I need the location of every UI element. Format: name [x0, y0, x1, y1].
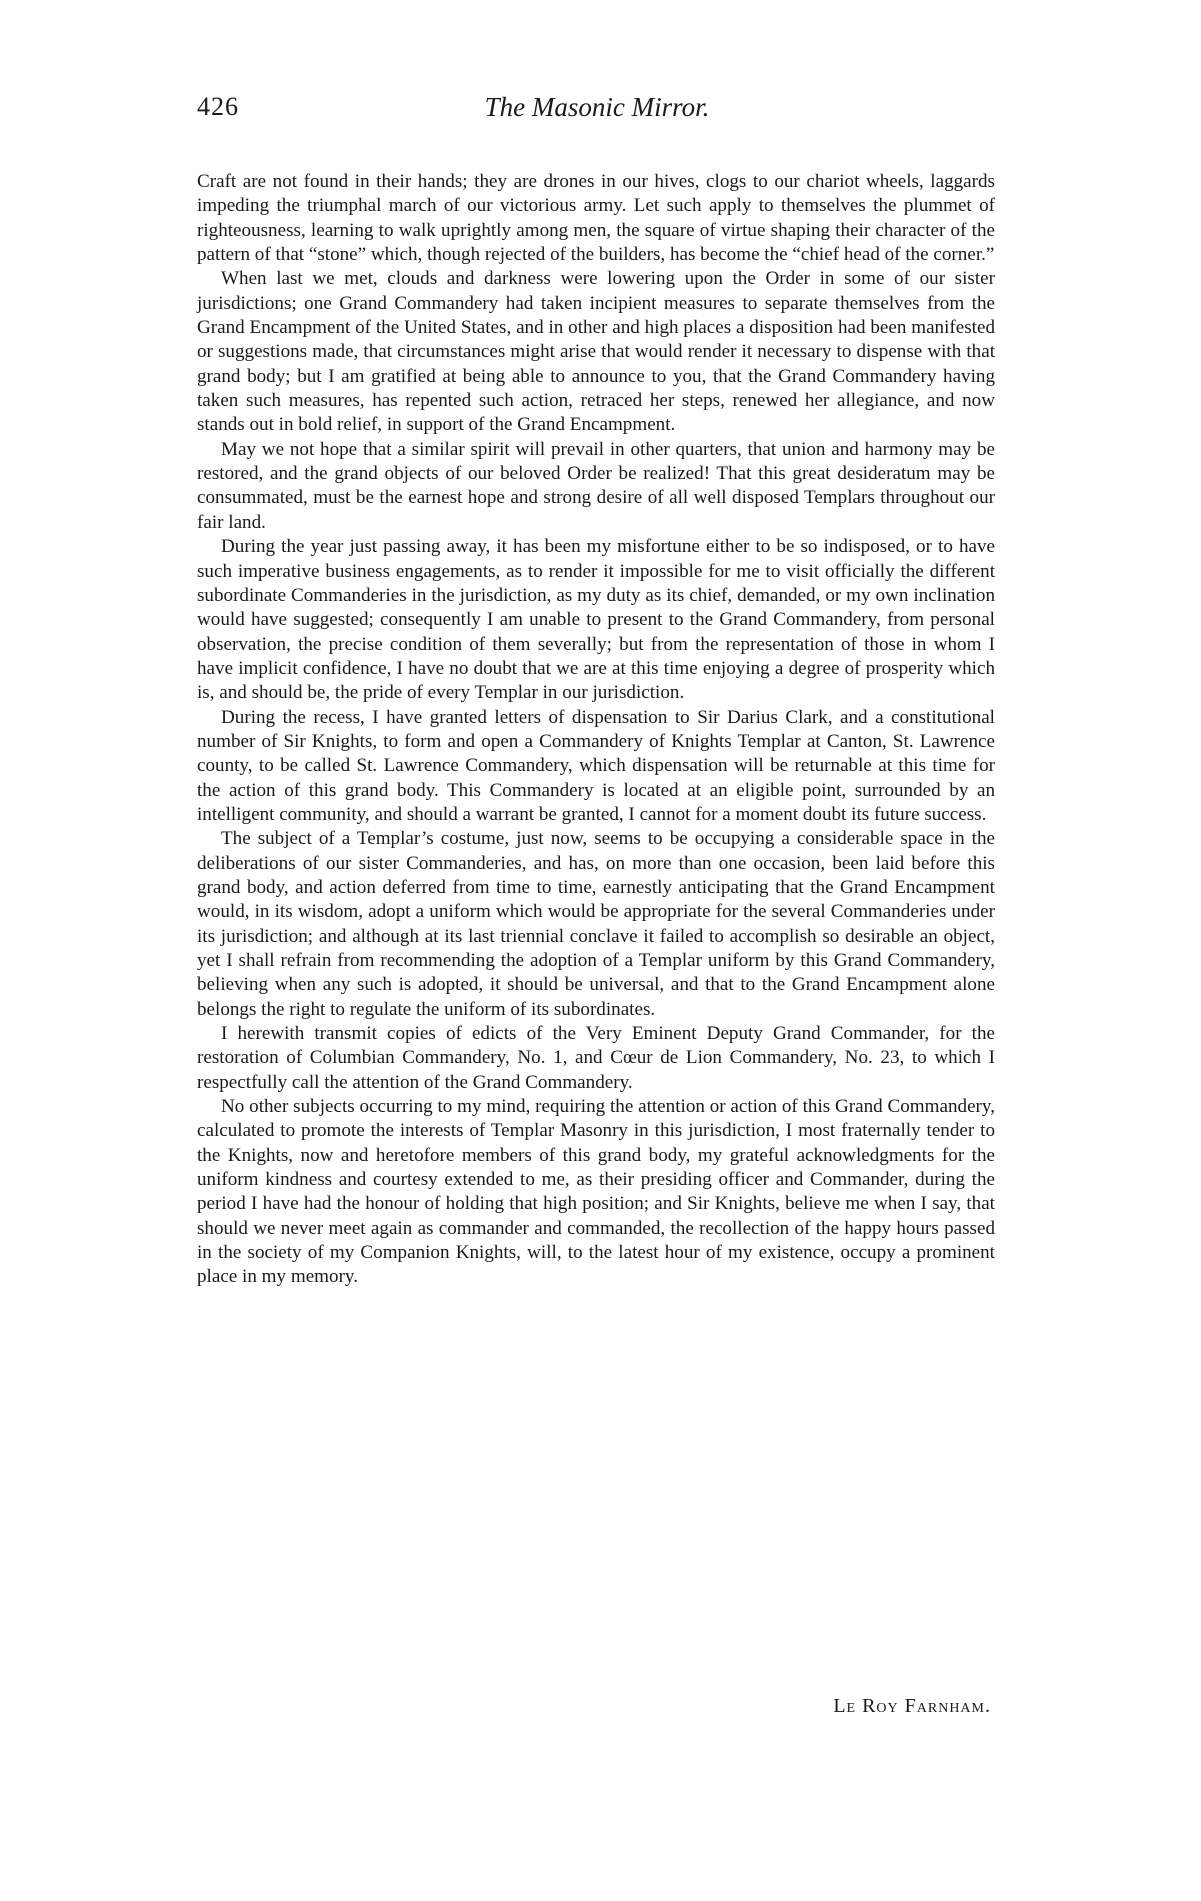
- paragraph: During the year just passing away, it has been my misfortune either to be so indisposed, or to have such imperative business engagements, as to render it impossible for me to visit officially the different subordinate Commanderies in the jurisdiction, as my duty as its chief, demanded, or my own inclination would have suggested; consequently I am unable to present to the Grand Commandery, from personal observation, the precise condition of them severally; but from the representation of those in whom I have implicit confidence, I have no doubt that we are at this time enjoying a degree of prosperity which is, and should be, the pride of every Templar in our jurisdiction.: [197, 536, 995, 704]
- paragraph: No other subjects occurring to my mind, requiring the attention or action of this Grand Commandery, calculated to promote the interests of Templar Masonry in this jurisdiction, I most fraternally tender to the Knights, now and heretofore members of this grand body, my grateful acknowledgments for the uniform kindness and courtesy extended to me, as their presiding officer and Commander, during the period I have had the honour of holding that high position; and Sir Knights, believe me when I say, that should we never meet again as commander and commanded, the recollection of the happy hours passed in the society of my Companion Knights, will, to the latest hour of my existence, occupy a prominent place in my memory.: [197, 1096, 995, 1288]
- page-number: 426: [197, 92, 239, 121]
- paragraph: Craft are not found in their hands; they are drones in our hives, clogs to our chariot wheels, laggards impeding the triumphal march of our victorious army. Let such apply to themselves the plummet of righteousness, learning to walk uprightly among men, the square of virtue shaping their character of the pattern of that “stone” which, though rejected of the builders, has become the “chief head of the corner.”: [197, 171, 995, 266]
- paragraph: The subject of a Templar’s costume, just now, seems to be occupying a considerable space in the deliberations of our sister Commanderies, and has, on more than one occasion, been laid before this grand body, and action deferred from time to time, earnestly anticipating that the Grand Encampment would, in its wisdom, adopt a uniform which would be appropriate for the several Commanderies under its jurisdiction; and although at its last triennial conclave it failed to accomplish so desirable an object, yet I shall refrain from recommending the adoption of a Templar uniform by this Grand Commandery, believing when any such is adopted, it should be universal, and that to the Grand Encampment alone belongs the right to regulate the uniform of its subordinates.: [197, 828, 995, 1020]
- article-body: [197, 170, 995, 1290]
- paragraph: During the recess, I have granted letters of dispensation to Sir Darius Clark, and a constitutional number of Sir Knights, to form and open a Commandery of Knights Templar at Canton, St. Lawrence county, to be called St. Lawrence Commandery, which dispensation will be returnable at this time for the action of this grand body. This Commandery is located at an eligible point, surrounded by an intelligent community, and should a warrant be granted, I cannot for a moment doubt its future success.: [197, 706, 995, 825]
- paragraph: May we not hope that a similar spirit will prevail in other quarters, that union and harmony may be restored, and the grand objects of our beloved Order be realized! That this great desideratum may be consummated, must be the earnest hope and strong desire of all well disposed Templars throughout our fair land.: [197, 438, 995, 533]
- paragraph: When last we met, clouds and darkness were lowering upon the Order in some of our sister jurisdictions; one Grand Commandery had taken incipient measures to separate themselves from the Grand Encampment of the United States, and in other and high places a disposition had been manifested or suggestions made, that circumstances might arise that would render it necessary to dispense with that grand body; but I am gratified at being able to announce to you, that the Grand Commandery having taken such measures, has repented such action, retraced her steps, renewed her allegiance, and now stands out in bold relief, in support of the Grand Encampment.: [197, 268, 995, 436]
- signature: Le Roy Farnham.: [833, 1695, 991, 1717]
- running-title: The Masonic Mirror.: [484, 92, 710, 122]
- page-header: [197, 92, 997, 132]
- paragraph: I herewith transmit copies of edicts of the Very Eminent Deputy Grand Commander, for the restoration of Columbian Commandery, No. 1, and Cœur de Lion Commandery, No. 23, to which I respectfully call the attention of the Grand Commandery.: [197, 1023, 995, 1093]
